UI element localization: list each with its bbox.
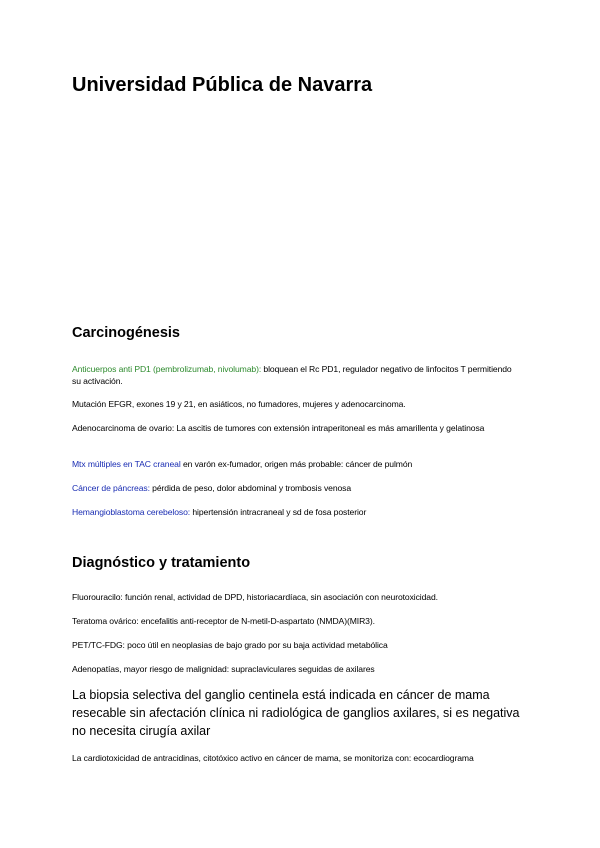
note-hemangioblastoma <box>72 506 512 518</box>
section-heading-diagnostico: Diagnóstico y tratamiento <box>72 555 251 571</box>
note-text: Fluorouracilo: función renal, actividad de DPD, historiacardíaca, sin asociación con neurotoxicidad. <box>72 592 438 602</box>
note-text: Adenocarcinoma de ovario: La ascitis de tumores con extensión intraperitoneal es más amarillenta y gelatinosa <box>72 423 485 433</box>
note-adenopatias <box>72 663 512 675</box>
note-text: La cardiotoxicidad de antracidinas, citotóxico activo en cáncer de mama, se monitoriza con: ecocardiograma <box>72 753 474 763</box>
section-heading-carcinogenesis: Carcinogénesis <box>72 325 180 341</box>
note-egfr <box>72 398 512 410</box>
note-text: bloquean el Rc PD1, regulador negativo de linfocitos T permitiendo su activación. <box>72 364 512 386</box>
note-anti-pd1 <box>72 363 512 387</box>
note-fluorouracilo <box>72 591 512 603</box>
note-highlight: Cáncer de páncreas: <box>72 483 150 493</box>
note-mtx-tac <box>72 458 512 470</box>
note-text: Mutación EFGR, exones 19 y 21, en asiáticos, no fumadores, mujeres y adenocarcinoma. <box>72 399 406 409</box>
note-ganglio-centinela <box>72 686 528 740</box>
note-highlight: Hemangioblastoma cerebeloso: <box>72 507 191 517</box>
note-highlight: Mtx múltiples en TAC craneal <box>72 459 181 469</box>
note-text: Adenopatías, mayor riesgo de malignidad: supraclaviculares seguidas de axilares <box>72 664 375 674</box>
note-text: en varón ex-fumador, origen más probable: cáncer de pulmón <box>180 459 413 469</box>
note-text: PET/TC-FDG: poco útil en neoplasias de bajo grado por su baja actividad metabólica <box>72 640 388 650</box>
note-pet-tc <box>72 639 512 651</box>
note-pancreas <box>72 482 512 494</box>
note-teratoma <box>72 615 512 627</box>
note-highlight: Anticuerpos anti PD1 (pembrolizumab, nivolumab): <box>72 364 262 374</box>
document-title: Universidad Pública de Navarra <box>72 74 373 96</box>
note-text: La biopsia selectiva del ganglio centinela está indicada en cáncer de mama resecable sin afectación clínica ni radiológica de ganglios axilares, si es negativa no necesita cirugía axilar <box>72 688 520 738</box>
note-ovarian-adenocarcinoma <box>72 422 512 434</box>
note-text: Teratoma ovárico: encefalitis anti-receptor de N-metil-D-aspartato (NMDA)(MIR3). <box>72 616 375 626</box>
note-text: pérdida de peso, dolor abdominal y trombosis venosa <box>149 483 352 493</box>
note-cardiotoxicidad <box>72 752 512 764</box>
note-text: hipertensión intracraneal y sd de fosa posterior <box>190 507 367 517</box>
